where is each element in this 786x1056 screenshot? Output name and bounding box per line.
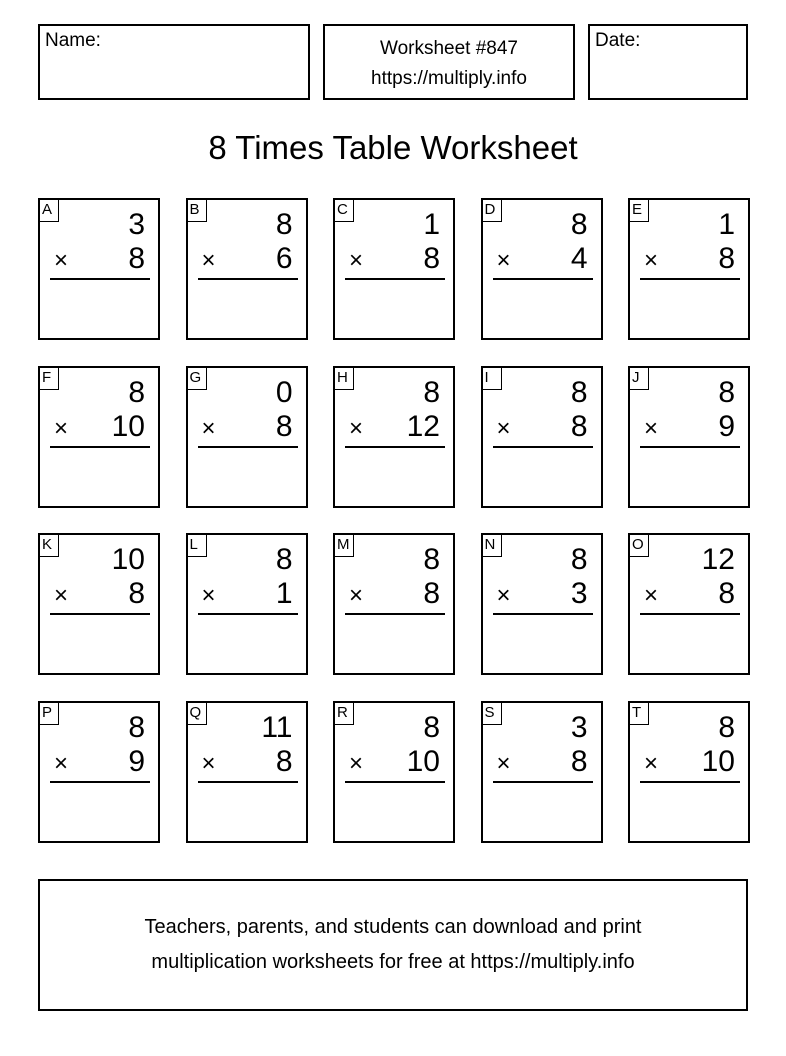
multiplicand: 8 [275,543,293,576]
multiplier: 8 [570,409,588,443]
multiply-sign: × [349,414,364,442]
multiplier: 10 [111,409,145,443]
footer-box [38,879,748,1011]
multiplier: 8 [128,242,145,275]
multiply-sign: × [54,749,69,777]
problem-label: J [630,368,649,390]
worksheet-id: Worksheet #847 [379,38,518,59]
multiplicand: 8 [423,710,440,744]
problem-label: I [483,368,502,390]
answer-line [198,446,298,448]
problem-label: B [188,200,207,222]
answer-line [198,613,298,615]
problem-g[interactable] [186,366,308,508]
problem-label: L [188,535,207,557]
problem-label: S [483,703,502,725]
multiplicand: 8 [570,208,588,241]
problem-label: R [335,703,354,725]
date-label: Date: [595,30,641,51]
problem-label: N [483,535,502,557]
answer-line [50,781,150,783]
answer-line [50,446,150,448]
multiply-sign: × [496,247,511,274]
multiply-sign: × [644,414,659,442]
problem-label: C [335,200,354,222]
multiply-sign: × [644,247,659,274]
multiplier: 10 [406,744,440,778]
problem-label: F [40,368,59,390]
problem-b[interactable] [186,198,308,340]
problem-label: H [335,368,354,390]
answer-line [50,613,150,615]
multiplicand: 8 [128,375,145,409]
name-field[interactable] [38,24,310,100]
multiplier: 8 [423,242,440,275]
multiplier: 10 [701,744,735,778]
multiplier: 8 [718,577,735,610]
answer-line [345,278,445,280]
answer-line [640,781,740,783]
problem-i[interactable] [481,366,603,508]
multiply-sign: × [349,749,364,777]
problem-a[interactable] [38,198,160,340]
multiplier: 8 [570,744,588,778]
problem-label: T [630,703,649,725]
multiply-sign: × [54,582,69,609]
problem-label: P [40,703,59,725]
multiplicand: 3 [570,710,588,744]
multiplier: 8 [423,577,440,610]
problem-f[interactable] [38,366,160,508]
problem-h[interactable] [333,366,455,508]
multiplier: 12 [406,409,440,443]
problem-q[interactable] [186,701,308,843]
multiply-sign: × [201,749,216,777]
multiply-sign: × [496,749,511,777]
multiply-sign: × [644,582,659,609]
answer-line [345,446,445,448]
multiplicand: 11 [261,710,293,744]
multiply-sign: × [201,582,216,609]
problem-c[interactable] [333,198,455,340]
multiplier: 6 [275,242,293,275]
multiplicand: 3 [128,208,145,241]
multiplicand: 12 [701,543,735,576]
multiply-sign: × [349,582,364,609]
problem-d[interactable] [481,198,603,340]
problem-e[interactable] [628,198,750,340]
answer-line [345,781,445,783]
problem-n[interactable] [481,533,603,675]
multiplicand: 1 [718,208,735,241]
multiplier: 8 [275,744,293,778]
problem-s[interactable] [481,701,603,843]
problem-label: O [630,535,649,557]
answer-line [640,278,740,280]
multiplier: 9 [128,744,145,778]
answer-line [493,781,593,783]
answer-line [198,278,298,280]
multiply-sign: × [644,749,659,777]
multiplier: 3 [570,577,588,610]
multiplicand: 8 [128,710,145,744]
multiplicand: 8 [570,375,588,409]
problem-r[interactable] [333,701,455,843]
answer-line [640,613,740,615]
multiplier: 4 [570,242,588,275]
answer-line [493,446,593,448]
multiplier: 1 [275,577,293,610]
problem-label: G [188,368,207,390]
multiplicand: 1 [423,208,440,241]
worksheet-info-box [323,24,575,100]
multiplier: 9 [718,409,735,443]
multiply-sign: × [54,414,69,442]
multiply-sign: × [201,414,216,442]
date-field[interactable] [588,24,748,100]
problem-label: A [40,200,59,222]
name-label: Name: [45,30,101,51]
answer-line [345,613,445,615]
multiply-sign: × [54,247,69,274]
multiplier: 8 [128,577,145,610]
problem-t[interactable] [628,701,750,843]
multiplicand: 8 [570,543,588,576]
multiplicand: 8 [718,375,735,409]
page-title: 8 Times Table Worksheet [208,129,578,166]
multiply-sign: × [496,582,511,609]
problem-label: D [483,200,502,222]
multiplier: 8 [718,242,735,275]
problem-j[interactable] [628,366,750,508]
answer-line [640,446,740,448]
multiplier: 8 [275,409,293,443]
problem-l[interactable] [186,533,308,675]
problem-label: E [630,200,649,222]
problem-p[interactable] [38,701,160,843]
problem-k[interactable] [38,533,160,675]
problem-label: K [40,535,59,557]
answer-line [493,613,593,615]
multiply-sign: × [201,247,216,274]
multiplicand: 0 [275,375,293,409]
answer-line [198,781,298,783]
problem-grid [38,198,750,842]
footer-line-2: multiplication worksheets for free at https://multiply.info [151,951,635,973]
multiplicand: 8 [423,375,440,409]
multiplicand: 8 [275,208,293,241]
problem-m[interactable] [333,533,455,675]
problem-o[interactable] [628,533,750,675]
multiplicand: 8 [718,710,735,744]
answer-line [50,278,150,280]
multiply-sign: × [496,414,511,442]
multiplicand: 8 [423,543,440,576]
multiplicand: 10 [111,543,145,576]
problem-label: Q [188,703,207,725]
multiply-sign: × [349,247,364,274]
footer-line-1: Teachers, parents, and students can download and print [144,916,642,938]
problem-label: M [335,535,354,557]
answer-line [493,278,593,280]
worksheet-url[interactable]: https://multiply.info [371,68,527,89]
